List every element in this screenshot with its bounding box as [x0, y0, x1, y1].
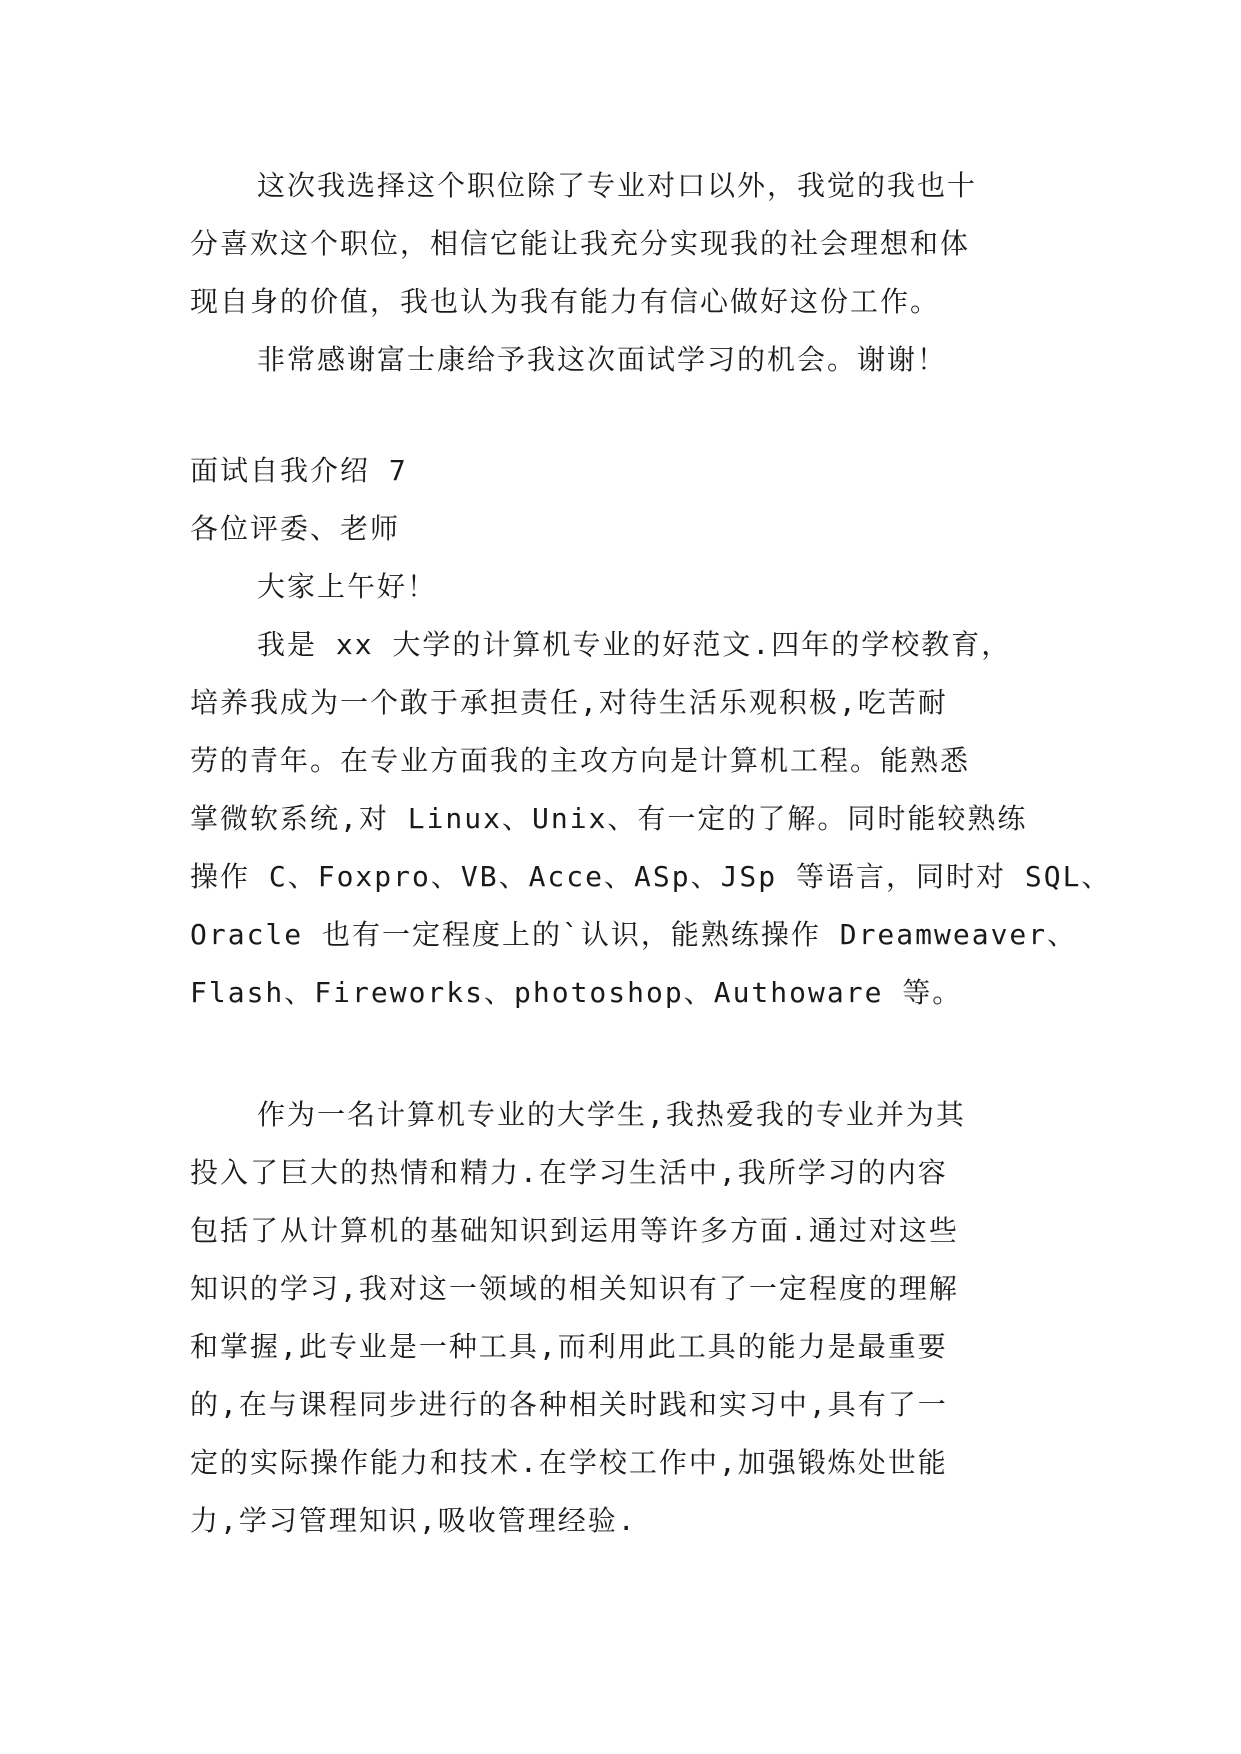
paragraph-line: 的,在与课程同步进行的各种相关时践和实习中,具有了一	[190, 1388, 948, 1421]
paragraph-line: 和掌握,此专业是一种工具,而利用此工具的能力是最重要	[190, 1330, 948, 1363]
paragraph-line: Oracle 也有一定程度上的`认识，能熟练操作 Dreamweaver、	[190, 918, 1078, 951]
section-heading: 面试自我介绍 7	[190, 454, 408, 487]
paragraph-line: Flash、Fireworks、photoshop、Authoware 等。	[190, 976, 963, 1009]
paragraph-line: 我是 xx 大学的计算机专业的好范文.四年的学校教育，	[257, 628, 1012, 661]
paragraph-line: 现自身的价值，我也认为我有能力有信心做好这份工作。	[190, 285, 941, 318]
paragraph-line: 非常感谢富士康给予我这次面试学习的机会。谢谢！	[257, 343, 948, 376]
paragraph-line: 操作 C、Foxpro、VB、Acce、ASp、JSp 等语言，同时对 SQL、	[190, 860, 1112, 893]
paragraph-line: 这次我选择这个职位除了专业对口以外，我觉的我也十	[257, 169, 978, 202]
paragraph-line: 知识的学习,我对这一领域的相关知识有了一定程度的理解	[190, 1272, 959, 1305]
salutation: 各位评委、老师	[190, 512, 401, 545]
paragraph-line: 作为一名计算机专业的大学生,我热爱我的专业并为其	[257, 1098, 966, 1131]
paragraph-line: 力,学习管理知识,吸收管理经验.	[190, 1504, 637, 1537]
paragraph-line: 分喜欢这个职位，相信它能让我充分实现我的社会理想和体	[190, 227, 971, 260]
paragraph-line: 投入了巨大的热情和精力.在学习生活中,我所学习的内容	[190, 1156, 948, 1189]
greeting: 大家上午好！	[257, 570, 438, 603]
paragraph-line: 包括了从计算机的基础知识到运用等许多方面.通过对这些	[190, 1214, 959, 1247]
paragraph-line: 劳的青年。在专业方面我的主攻方向是计算机工程。能熟悉	[190, 744, 971, 777]
paragraph-line: 培养我成为一个敢于承担责任,对待生活乐观积极,吃苦耐	[190, 686, 948, 719]
paragraph-line: 掌微软系统,对 Linux、Unix、有一定的了解。同时能较熟练	[190, 802, 1028, 835]
paragraph-line: 定的实际操作能力和技术.在学校工作中,加强锻炼处世能	[190, 1446, 948, 1479]
